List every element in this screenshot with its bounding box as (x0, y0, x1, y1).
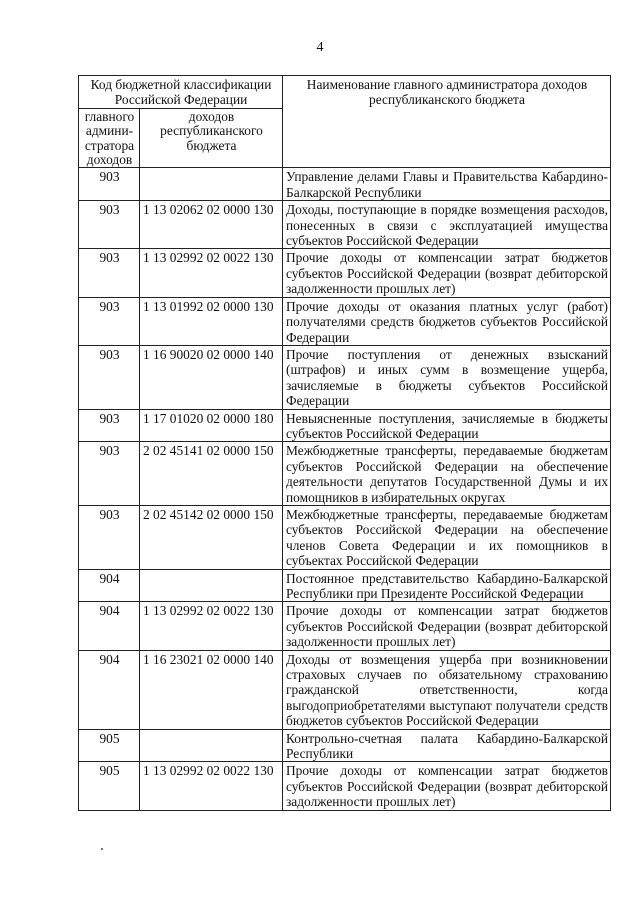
page-number: 4 (316, 40, 324, 55)
administrator-name-cell: Прочие поступления от денежных взысканий (штрафов) и иных сумм в возмещение ущерба, зачисляемые в бюджеты субъектов Российской Федерации (283, 345, 611, 409)
admin-code-cell: 905 (79, 729, 140, 762)
administrator-name-header: Наименование главного администратора доходов республиканского бюджета (283, 76, 611, 168)
admin-code-cell: 903 (79, 201, 140, 249)
table-row (79, 297, 611, 345)
income-code-cell: 1 13 02992 02 0022 130 (140, 602, 283, 650)
administrator-name-cell: Межбюджетные трансферты, передаваемые бюджетам субъектов Российской Федерации на обеспечение членов Совета Федерации и их помощников в субъектах Российской Федерации (283, 505, 611, 569)
income-code-cell: 1 16 23021 02 0000 140 (140, 650, 283, 729)
income-code-cell: 1 13 02062 02 0000 130 (140, 201, 283, 249)
administrator-name-cell: Контрольно-счетная палата Кабардино-Балкарской Республики (283, 729, 611, 762)
admin-code-cell: 903 (79, 505, 140, 569)
income-code-cell: 2 02 45141 02 0000 150 (140, 442, 283, 506)
table-row (79, 442, 611, 506)
admin-code-cell: 904 (79, 602, 140, 650)
administrator-name-cell: Прочие доходы от оказания платных услуг (работ) получателями средств бюджетов субъектов Российской Федерации (283, 297, 611, 345)
admin-code-cell: 903 (79, 168, 140, 201)
income-code-cell: 1 16 90020 02 0000 140 (140, 345, 283, 409)
administrator-name-cell: Управление делами Главы и Правительства Кабардино-Балкарской Республики (283, 168, 611, 201)
table-row (79, 201, 611, 249)
table-row (79, 569, 611, 602)
income-code-cell: 2 02 45142 02 0000 150 (140, 505, 283, 569)
admin-code-cell: 903 (79, 409, 140, 442)
table-row (79, 249, 611, 297)
admin-code-cell: 903 (79, 249, 140, 297)
administrator-name-cell: Прочие доходы от компенсации затрат бюджетов субъектов Российской Федерации (возврат дебиторской задолженности прошлых лет) (283, 602, 611, 650)
table-row (79, 762, 611, 810)
administrator-name-cell: Прочие доходы от компенсации затрат бюджетов субъектов Российской Федерации (возврат дебиторской задолженности прошлых лет) (283, 249, 611, 297)
table-row (79, 505, 611, 569)
administrator-name-cell: Невыясненные поступления, зачисляемые в бюджеты субъектов Российской Федерации (283, 409, 611, 442)
administrator-name-cell: Постоянное представительство Кабардино-Балкарской Республики при Президенте Российской Федерации (283, 569, 611, 602)
income-code-cell: 1 13 02992 02 0022 130 (140, 249, 283, 297)
table-row (79, 602, 611, 650)
income-code-cell (140, 168, 283, 201)
administrator-name-cell: Прочие доходы от компенсации затрат бюджетов субъектов Российской Федерации (возврат дебиторской задолженности прошлых лет) (283, 762, 611, 810)
administrator-name-cell: Межбюджетные трансферты, передаваемые бюджетам субъектов Российской Федерации на обеспечение деятельности депутатов Государственной Думы и их помощников в избирательных округах (283, 442, 611, 506)
administrator-name-cell: Доходы от возмещения ущерба при возникновении страховых случаев по обязательному страхованию гражданской ответственности, когда выгодоприобретателями выступают получатели средств бюджетов субъектов Российской Федерации (283, 650, 611, 729)
budget-classification-header: Код бюджетной классификации Российской Федерации (79, 76, 283, 109)
income-code-cell (140, 569, 283, 602)
main-administrator-header: главного админи- стратора доходов (79, 108, 140, 168)
income-code-cell: 1 17 01020 02 0000 180 (140, 409, 283, 442)
table-row (79, 729, 611, 762)
income-code-cell: 1 13 02992 02 0022 130 (140, 762, 283, 810)
income-code-header: доходов республиканского бюджета (140, 108, 283, 168)
header-row-1 (79, 76, 611, 109)
scan-speck (101, 848, 103, 850)
admin-code-cell: 903 (79, 442, 140, 506)
income-administrators-table (78, 75, 611, 811)
table-row (79, 409, 611, 442)
table-row (79, 650, 611, 729)
table-body (79, 168, 611, 810)
table-row (79, 168, 611, 201)
administrator-name-cell: Доходы, поступающие в порядке возмещения расходов, понесенных в связи с эксплуатацией имущества субъектов Российской Федерации (283, 201, 611, 249)
admin-code-cell: 903 (79, 345, 140, 409)
admin-code-cell: 904 (79, 650, 140, 729)
income-code-cell: 1 13 01992 02 0000 130 (140, 297, 283, 345)
income-code-cell (140, 729, 283, 762)
admin-code-cell: 905 (79, 762, 140, 810)
admin-code-cell: 904 (79, 569, 140, 602)
table-row (79, 345, 611, 409)
admin-code-cell: 903 (79, 297, 140, 345)
